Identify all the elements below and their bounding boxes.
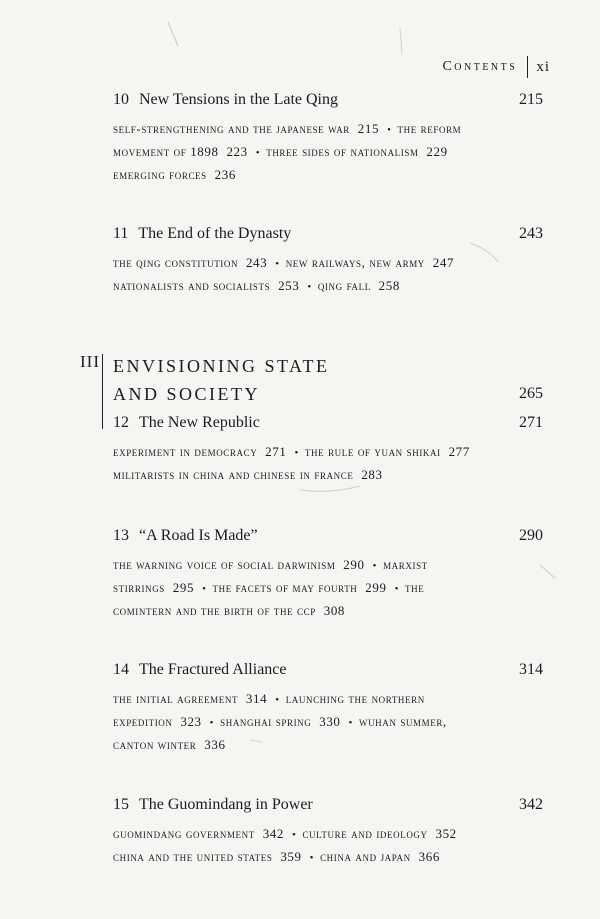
section-page: 323 bbox=[176, 714, 202, 729]
bullet-separator: • bbox=[209, 717, 215, 729]
section-line bbox=[113, 734, 543, 756]
chapter-heading[interactable] bbox=[113, 660, 543, 680]
chapter-number: 13 bbox=[113, 527, 129, 544]
section-title[interactable]: wuhan summer, bbox=[358, 714, 447, 729]
section-title[interactable]: stirrings bbox=[113, 580, 165, 595]
section-title[interactable]: the reform bbox=[397, 121, 462, 136]
section-title[interactable]: china and japan bbox=[320, 849, 411, 864]
section-title[interactable]: new railways, new army bbox=[285, 255, 425, 270]
chapter-page: 271 bbox=[519, 414, 543, 431]
section-title[interactable]: the warning voice of social darwinism bbox=[113, 557, 336, 572]
chapter-heading[interactable] bbox=[113, 224, 543, 244]
section-page: 366 bbox=[414, 849, 440, 864]
section-page: 243 bbox=[242, 255, 268, 270]
section-page: 290 bbox=[339, 557, 365, 572]
chapter-10[interactable] bbox=[113, 90, 543, 186]
chapter-page: 243 bbox=[519, 225, 543, 242]
chapter-page: 290 bbox=[519, 527, 543, 544]
section-title[interactable]: nationalists and socialists bbox=[113, 278, 271, 293]
section-title[interactable]: emerging forces bbox=[113, 167, 207, 182]
bullet-separator: • bbox=[255, 147, 261, 159]
section-page: 299 bbox=[361, 580, 387, 595]
section-line bbox=[113, 600, 543, 622]
section-title[interactable]: shanghai spring bbox=[220, 714, 312, 729]
section-page: 247 bbox=[428, 255, 455, 270]
chapter-number: 10 bbox=[113, 91, 129, 108]
section-title[interactable]: culture and ideology bbox=[302, 826, 428, 841]
bullet-separator: • bbox=[387, 124, 392, 136]
section-line bbox=[113, 118, 543, 141]
section-line bbox=[113, 688, 543, 711]
section-title[interactable]: the bbox=[405, 580, 425, 595]
section-line bbox=[113, 441, 543, 464]
section-page: 215 bbox=[353, 121, 380, 136]
section-line bbox=[113, 252, 543, 275]
part-divider-rule bbox=[102, 354, 103, 429]
bullet-separator: • bbox=[275, 694, 280, 706]
section-title[interactable]: militarists in china and chinese in france bbox=[113, 467, 354, 482]
bullet-separator: • bbox=[275, 258, 280, 270]
part-title-line1: ENVISIONING STATE bbox=[113, 356, 330, 376]
section-page: 314 bbox=[242, 691, 268, 706]
section-title[interactable]: launching the northern bbox=[285, 691, 425, 706]
section-title[interactable]: three sides of nationalism bbox=[266, 144, 419, 159]
section-page: 271 bbox=[261, 444, 287, 459]
chapter-11[interactable] bbox=[113, 224, 543, 298]
section-line bbox=[113, 141, 543, 164]
section-page: 308 bbox=[319, 603, 346, 618]
bullet-separator: • bbox=[394, 583, 400, 595]
chapter-heading[interactable] bbox=[113, 413, 543, 433]
section-title[interactable]: self-strengthening and the japanese war bbox=[113, 121, 350, 136]
section-line bbox=[113, 711, 543, 734]
bullet-separator: • bbox=[348, 717, 353, 729]
section-list bbox=[113, 252, 543, 298]
section-title[interactable]: the qing constitution bbox=[113, 255, 239, 270]
section-page: 342 bbox=[258, 826, 284, 841]
section-page: 330 bbox=[315, 714, 341, 729]
chapter-14[interactable] bbox=[113, 660, 543, 756]
section-page: 359 bbox=[276, 849, 302, 864]
bullet-separator: • bbox=[309, 852, 315, 864]
chapter-13[interactable] bbox=[113, 526, 543, 622]
section-line bbox=[113, 577, 543, 600]
chapter-number: 11 bbox=[113, 225, 129, 242]
chapter-number: 15 bbox=[113, 796, 129, 813]
section-line bbox=[113, 846, 543, 869]
chapter-title[interactable]: “A Road Is Made” bbox=[139, 527, 258, 544]
section-title[interactable]: movement of 1898 bbox=[113, 144, 219, 159]
section-page: 352 bbox=[431, 826, 457, 841]
section-list bbox=[113, 441, 543, 486]
chapter-page: 314 bbox=[519, 661, 543, 678]
chapter-page: 215 bbox=[519, 91, 543, 108]
bullet-separator: • bbox=[202, 583, 207, 595]
bullet-separator: • bbox=[307, 281, 312, 293]
section-page: 258 bbox=[374, 278, 400, 293]
section-list bbox=[113, 118, 543, 186]
chapter-title[interactable]: The New Republic bbox=[139, 414, 260, 431]
section-line bbox=[113, 275, 543, 298]
section-title[interactable]: expedition bbox=[113, 714, 173, 729]
running-head bbox=[442, 56, 550, 78]
section-title[interactable]: china and the united states bbox=[113, 849, 273, 864]
chapter-title[interactable]: The End of the Dynasty bbox=[138, 225, 292, 242]
chapter-title[interactable]: New Tensions in the Late Qing bbox=[139, 91, 338, 108]
chapter-title[interactable]: The Guomindang in Power bbox=[139, 796, 313, 813]
section-line bbox=[113, 464, 543, 486]
section-page: 336 bbox=[200, 737, 226, 752]
chapter-heading[interactable] bbox=[113, 526, 543, 546]
part-page: 265 bbox=[519, 385, 543, 402]
chapter-heading[interactable] bbox=[113, 90, 543, 110]
section-page: 295 bbox=[168, 580, 195, 595]
running-head-divider bbox=[527, 56, 528, 78]
section-title[interactable]: qing fall bbox=[317, 278, 371, 293]
section-title[interactable]: the facets of may fourth bbox=[212, 580, 358, 595]
section-title[interactable]: the initial agreement bbox=[113, 691, 239, 706]
part-title-line2: AND SOCIETY bbox=[113, 384, 260, 404]
chapter-title[interactable]: The Fractured Alliance bbox=[139, 661, 287, 678]
section-page: 229 bbox=[422, 144, 448, 159]
section-page: 223 bbox=[222, 144, 248, 159]
section-list bbox=[113, 688, 543, 756]
section-title[interactable]: the rule of yuan shikai bbox=[304, 444, 441, 459]
section-title[interactable]: marxist bbox=[383, 557, 428, 572]
section-line bbox=[113, 554, 543, 577]
section-title[interactable]: comintern and the birth of the ccp bbox=[113, 603, 316, 618]
chapter-heading[interactable] bbox=[113, 795, 543, 815]
bullet-separator: • bbox=[372, 560, 378, 572]
chapter-page: 342 bbox=[519, 796, 543, 813]
chapter-number: 12 bbox=[113, 414, 129, 431]
section-title[interactable]: guomindang government bbox=[113, 826, 255, 841]
running-head-page: xi bbox=[536, 58, 550, 75]
part-title[interactable] bbox=[113, 352, 543, 408]
chapter-number: 14 bbox=[113, 661, 129, 678]
bullet-separator: • bbox=[292, 829, 297, 841]
chapter-12[interactable] bbox=[113, 413, 543, 486]
section-list bbox=[113, 554, 543, 622]
section-line bbox=[113, 164, 543, 186]
part-number: III bbox=[80, 352, 100, 371]
section-page: 236 bbox=[210, 167, 236, 182]
section-page: 253 bbox=[274, 278, 300, 293]
section-page: 277 bbox=[444, 444, 470, 459]
section-title[interactable]: canton winter bbox=[113, 737, 197, 752]
chapter-15[interactable] bbox=[113, 795, 543, 869]
section-title[interactable]: experiment in democracy bbox=[113, 444, 258, 459]
section-line bbox=[113, 823, 543, 846]
section-page: 283 bbox=[357, 467, 383, 482]
bullet-separator: • bbox=[294, 447, 299, 459]
running-head-title: Contents bbox=[442, 59, 518, 74]
section-list bbox=[113, 823, 543, 869]
